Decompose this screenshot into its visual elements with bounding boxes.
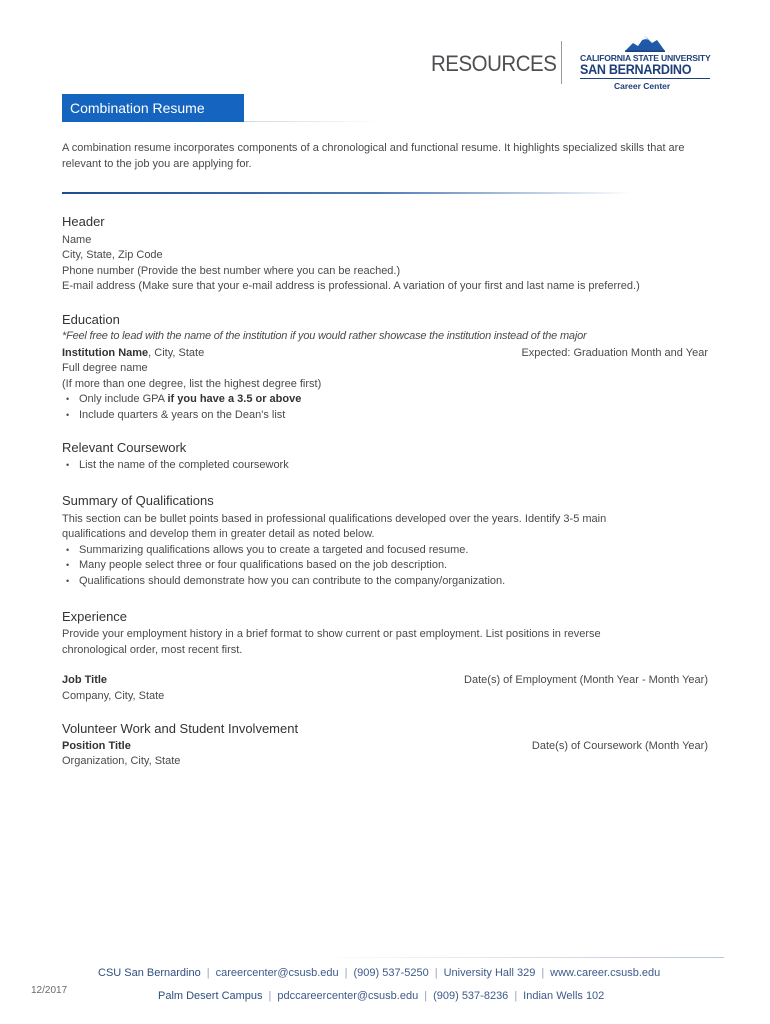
employment-dates: Date(s) of Employment (Month Year - Month Year) [464,674,708,686]
csusb-logo [580,34,712,94]
bullet-icon: • [66,460,70,470]
footer-email-link[interactable]: careercenter@csusb.edu [215,967,339,979]
education-note: *Feel free to lead with the name of the institution if you would rather showcase the institution instead of the major [62,330,587,342]
bullet-icon: • [66,394,70,404]
document-title: Combination Resume [62,94,244,122]
list-item: • List the name of the completed coursework [66,458,289,474]
intro-paragraph: A combination resume incorporates components of a chronological and functional resume. It highlights specialized skills that are relevant to the job you are applying for. [62,142,685,170]
list-item: • Summarizing qualifications allows you to create a targeted and focused resume. [66,543,469,559]
summary-paragraph-line2: qualifications and develop them in greater detail as noted below. [62,528,375,540]
footer-website-link[interactable]: www.career.csusb.edu [550,967,661,979]
footer-phone: (909) 537-5250 [353,967,429,979]
list-item: • Many people select three or four qualifications based on the job description. [66,558,447,574]
logo-university-name: CALIFORNIA STATE UNIVERSITY [580,53,711,63]
footer-main-campus: CSU San Bernardino | careercenter@csusb.edu | (909) 537-5250 | University Hall 329 | www.career.csusb.edu [98,967,661,979]
footer-campus-name: CSU San Bernardino [98,967,201,979]
degree-note: (If more than one degree, list the highest degree first) [62,378,322,390]
position-title: Position Title [62,740,131,752]
coursework-section-title: Relevant Coursework [62,440,187,455]
bullet-icon: • [66,576,70,586]
expected-graduation: Expected: Graduation Month and Year [521,347,708,359]
header-line-name: Name [62,234,92,246]
list-item: • Qualifications should demonstrate how you can contribute to the company/organization. [66,574,505,590]
institution-name: Institution Name [62,347,149,359]
revision-date: 12/2017 [31,985,68,996]
footer-phone: (909) 537-8236 [433,990,509,1002]
volunteer-section-title: Volunteer Work and Student Involvement [62,721,299,736]
bullet-icon: • [66,545,70,555]
institution-location: , City, State [148,347,205,359]
title-underline [244,121,384,122]
experience-paragraph-line2: chronological order, most recent first. [62,644,243,656]
experience-section-title: Experience [62,609,128,624]
footer-location: University Hall 329 [443,967,536,979]
job-title: Job Title [62,674,108,686]
education-section-title: Education [62,312,120,327]
mountain-logo-icon [625,34,665,52]
footer-email-link[interactable]: pdccareercenter@csusb.edu [277,990,419,1002]
logo-career-center: Career Center [614,81,671,91]
coursework-dates: Date(s) of Coursework (Month Year) [531,740,708,752]
summary-section-title: Summary of Qualifications [62,493,214,508]
footer-divider [318,957,724,958]
section-divider [62,192,632,194]
header-section-title: Header [62,214,105,229]
header-line-phone: Phone number (Provide the best number where you can be reached.) [62,265,401,277]
header-line-email: E-mail address (Make sure that your e-mail address is professional. A variation of your first and last name is preferred.) [62,280,640,292]
footer-campus-name: Palm Desert Campus [158,990,263,1002]
organization-location: Organization, City, State [62,755,181,767]
masthead-divider [561,41,562,84]
header-line-address: City, State, Zip Code [62,249,163,261]
logo-campus-name: SAN BERNARDINO [580,62,692,77]
footer-palm-desert-campus: Palm Desert Campus | pdccareercenter@csusb.edu | (909) 537-8236 | Indian Wells 102 [158,990,605,1002]
list-item: • Only include GPA if you have a 3.5 or above [66,392,301,408]
company-location: Company, City, State [62,690,165,702]
summary-paragraph-line1: This section can be bullet points based in professional qualifications developed over the years. Identify 3-5 main [62,513,607,525]
resources-heading: RESOURCES [431,51,557,76]
degree-name: Full degree name [62,362,148,374]
bullet-icon: • [66,560,70,570]
experience-paragraph-line1: Provide your employment history in a brief format to show current or past employment. List positions in reverse [62,628,601,640]
bullet-icon: • [66,410,70,420]
list-item: • Include quarters & years on the Dean's list [66,408,285,424]
footer-location: Indian Wells 102 [523,990,605,1002]
logo-divider [580,78,710,79]
institution-line [62,346,204,362]
